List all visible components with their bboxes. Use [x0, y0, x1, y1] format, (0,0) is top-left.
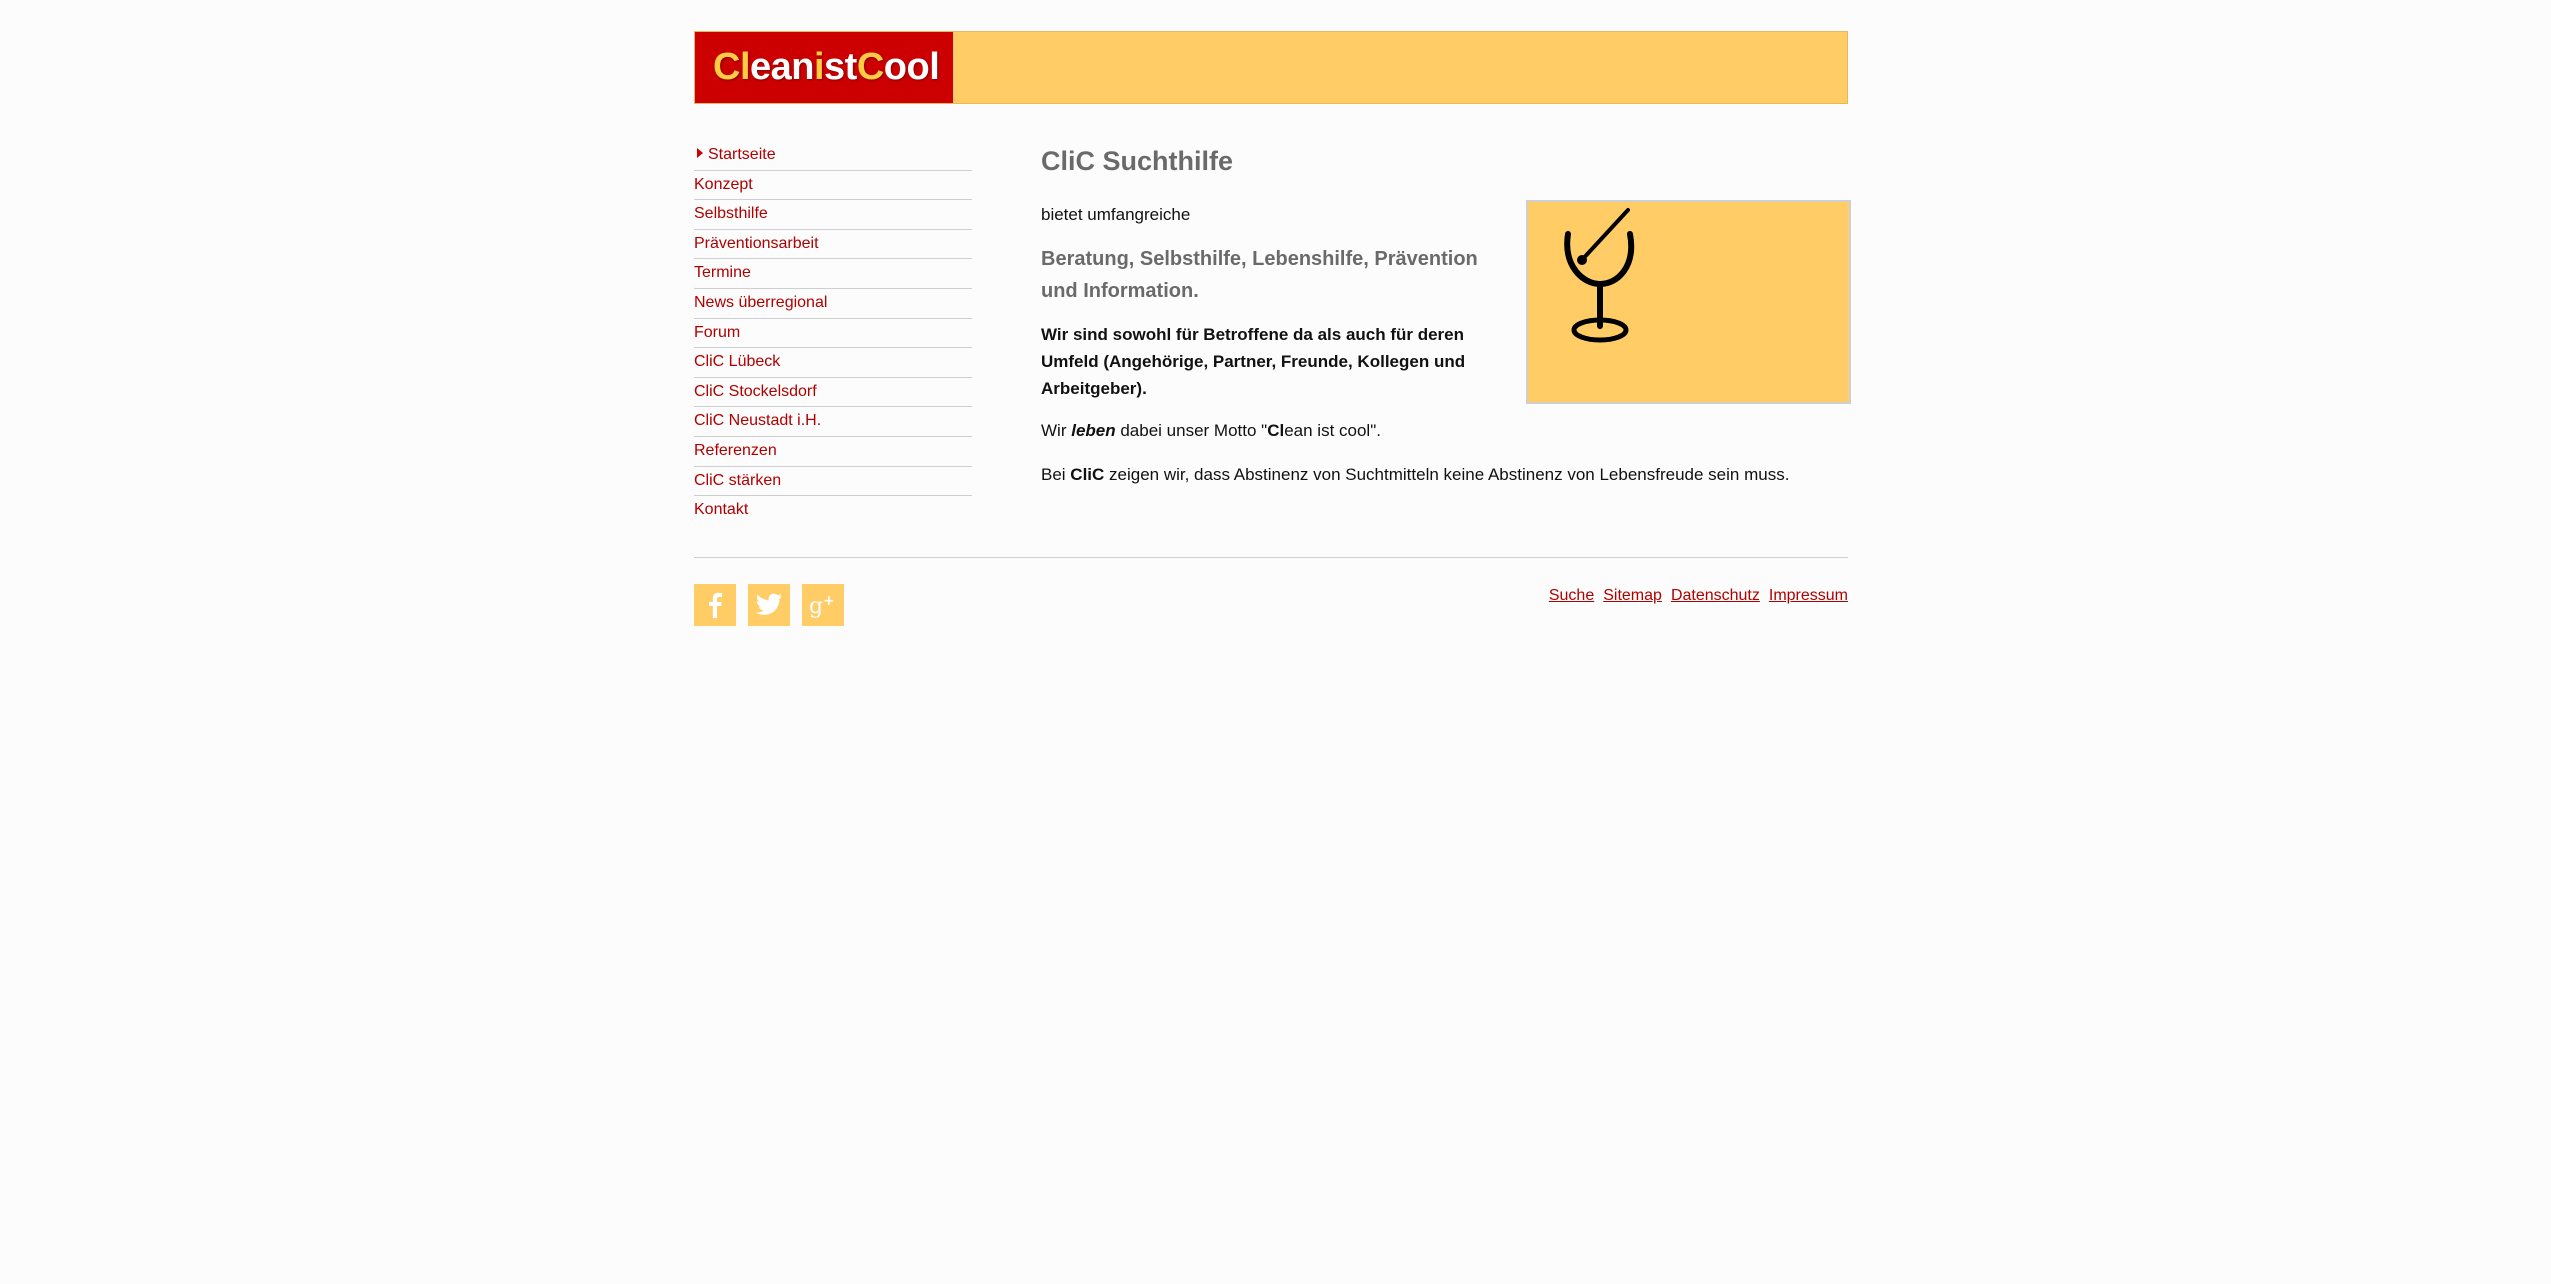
footer-link-sitemap[interactable]: Sitemap — [1603, 587, 1662, 604]
sidebar-item-label: Selbsthilfe — [694, 205, 768, 223]
sidebar-nav — [694, 141, 972, 526]
broken-glass-icon — [1558, 206, 1678, 346]
sidebar-item-label: Termine — [694, 264, 751, 282]
sidebar-item-präventionsarbeit[interactable] — [694, 230, 972, 260]
sidebar-item-label: Konzept — [694, 175, 753, 193]
footer-divider — [694, 557, 1848, 558]
sidebar-item-selbsthilfe[interactable] — [694, 200, 972, 230]
sidebar-item-label: Referenzen — [694, 441, 777, 459]
sidebar-item-news-überregional[interactable] — [694, 289, 972, 319]
logo-text-part: ean — [750, 46, 814, 88]
google-plus-button[interactable] — [802, 584, 844, 626]
facebook-button[interactable] — [694, 584, 736, 626]
logo-text-part: i — [813, 46, 825, 88]
twitter-icon — [755, 593, 783, 617]
google-plus-icon — [808, 592, 838, 618]
site-logo[interactable] — [695, 32, 953, 103]
sidebar-item-label: CliC Stockelsdorf — [694, 382, 817, 400]
logo-text-part: ool — [883, 46, 940, 88]
motto-paragraph: Wir leben dabei unser Motto "Clean ist cool". — [1041, 421, 1381, 440]
footer-link-datenschutz[interactable]: Datenschutz — [1670, 587, 1760, 604]
twitter-button[interactable] — [748, 584, 790, 626]
header-banner — [694, 31, 1848, 104]
sidebar-item-kontakt[interactable] — [694, 496, 972, 526]
footer-link-impressum[interactable]: Impressum — [1768, 587, 1848, 604]
facebook-icon — [704, 592, 726, 618]
sidebar-item-konzept[interactable] — [694, 171, 972, 201]
sidebar-item-label: CliC stärken — [694, 471, 782, 489]
page-title: CliC Suchthilfe — [1041, 146, 1234, 176]
sidebar-item-label: CliC Lübeck — [694, 353, 781, 371]
sidebar-item-startseite[interactable] — [694, 141, 972, 171]
active-arrow-icon — [697, 148, 703, 158]
sidebar-item-label: CliC Neustadt i.H. — [694, 412, 822, 430]
svg-text:g: g — [809, 594, 824, 618]
page-container — [694, 31, 1848, 618]
sidebar-item-forum[interactable] — [694, 319, 972, 349]
audience-paragraph: Wir sind sowohl für Betroffene da als auch für deren Umfeld (Angehörige, Partner, Freunde, Kollegen und Arbeitgeber). — [1041, 325, 1466, 398]
sidebar-item-label: News überregional — [694, 293, 828, 311]
sidebar-item-clic-neustadt-i-h[interactable] — [694, 407, 972, 437]
logo-text-part: C — [856, 46, 884, 88]
sidebar-item-label: Startseite — [708, 146, 776, 163]
sidebar-item-clic-stockelsdorf[interactable] — [694, 378, 972, 408]
social-links — [694, 584, 844, 626]
intro-text: bietet umfangreiche — [1041, 205, 1191, 224]
sidebar-item-clic-stärken[interactable] — [694, 467, 972, 497]
abstinence-paragraph: Bei CliC zeigen wir, dass Abstinenz von Suchtmitteln keine Abstinenz von Lebensfreude sein muss. — [1041, 465, 1790, 484]
sidebar-item-termine[interactable] — [694, 259, 972, 289]
logo-text-part: st — [824, 46, 857, 88]
logo-text-part: Cl — [713, 46, 750, 88]
footer-links — [1549, 587, 1848, 605]
sidebar-item-label: Kontakt — [694, 501, 749, 519]
intro-text-column — [1041, 203, 1501, 402]
sidebar-item-label: Forum — [694, 323, 741, 341]
sidebar-item-referenzen[interactable] — [694, 437, 972, 467]
footer-link-suche[interactable]: Suche — [1548, 587, 1595, 604]
main-content — [1041, 141, 1849, 487]
sidebar-item-clic-lübeck[interactable] — [694, 348, 972, 378]
wine-glass-illustration — [1526, 200, 1851, 404]
services-heading: Beratung, Selbsthilfe, Lebenshilfe, Prävention und Information. — [1041, 248, 1478, 302]
sidebar-item-label: Präventionsarbeit — [694, 234, 819, 252]
svg-text:+: + — [823, 593, 835, 609]
